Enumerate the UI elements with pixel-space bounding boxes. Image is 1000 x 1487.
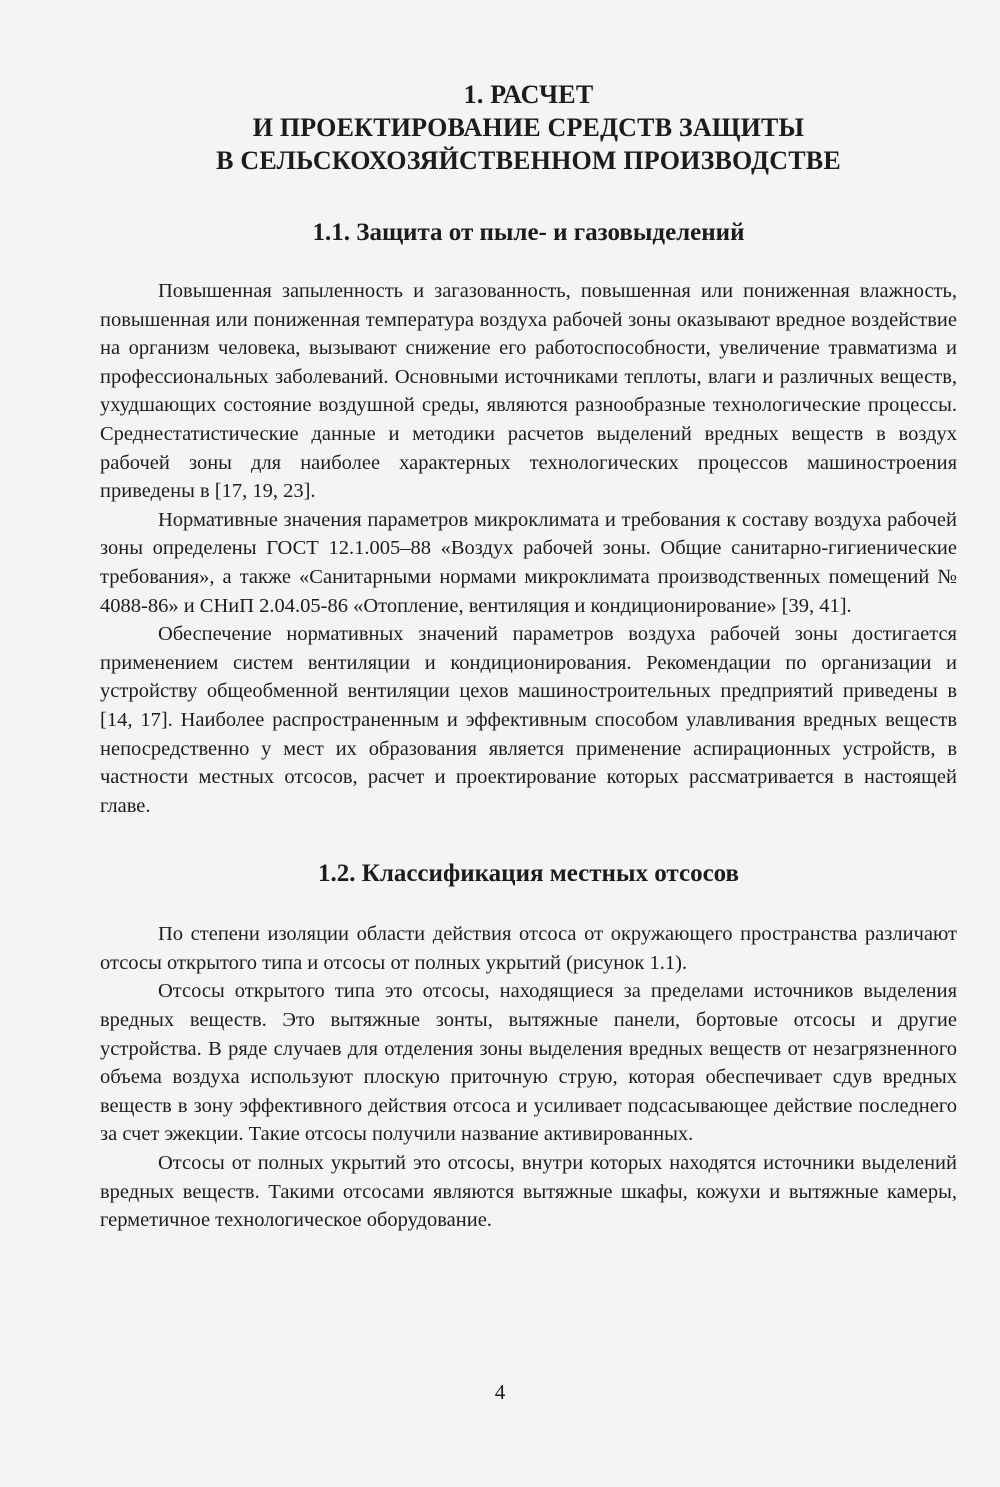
page-number: 4 <box>494 1380 506 1404</box>
chapter-title-line: В СЕЛЬСКОХОЗЯЙСТВЕННОМ ПРОИЗВОДСТВЕ <box>216 146 841 175</box>
paragraph: Обеспечение нормативных значений параметров воздуха рабочей зоны достигается применением систем вентиляции и кондиционирования. Рекомендации по организации и устройству общеобменной вентиляции цехов машиностроительных предприятий приведены в [14, 17]. Наиболее распространенным и эффективным способом улавливания вредных веществ непосредственно у мест их образования является применение аспирационных устройств, в частности местных отсосов, расчет и проектирование которых рассматривается в настоящей главе. <box>100 623 957 817</box>
chapter-title-line: И ПРОЕКТИРОВАНИЕ СРЕДСТВ ЗАЩИТЫ <box>252 113 805 142</box>
section-title: 1.1. Защита от пыле- и газовыделений <box>312 219 745 246</box>
paragraph: Отсосы открытого типа это отсосы, находящиеся за пределами источников выделения вредных веществ. Это вытяжные зонты, вытяжные панели, бортовые отсосы и другие устройства. В ряде случаев для отделения зоны выделения вредных веществ от незагрязненного объема воздуха используют плоскую приточную струю, которая обеспечивает сдув вредных веществ в зону эффективного действия отсоса и усиливает подсасывающее действие последнего за счет эжекции. Такие отсосы получили название активированных. <box>100 980 957 1146</box>
chapter-title-line: 1. РАСЧЕТ <box>463 80 594 109</box>
chapter-title <box>100 78 957 177</box>
paragraph: Нормативные значения параметров микроклимата и требования к составу воздуха рабочей зоны определены ГОСТ 12.1.005–88 «Воздух рабочей зоны. Общие санитарно-гигиенические требования», а также «Санитарными нормами микроклимата производственных помещений № 4088-86» и СНиП 2.04.05-86 «Отопление, вентиляция и кондиционирование» [39, 41]. <box>100 508 957 617</box>
paragraph: Отсосы от полных укрытий это отсосы, внутри которых находятся источники выделений вредных веществ. Такими отсосами являются вытяжные шкафы, кожухи и вытяжные камеры, герметичное технологическое оборудование. <box>100 1152 957 1232</box>
paragraph: Повышенная запыленность и загазованность, повышенная или пониженная влажность, повышенная или пониженная температура воздуха рабочей зоны оказывают вредное воздействие на организм человека, вызывают снижение его работоспособности, увеличение травматизма и профессиональных заболеваний. Основными источниками теплоты, влаги и различных веществ, ухудшающих состояние воздушной среды, являются разнообразные технологические процессы. Среднестатистические данные и методики расчетов выделений вредных веществ в воздух рабочей зоны для наиболее характерных технологических процессов машиностроения приведены в [17, 19, 23]. <box>100 280 957 503</box>
section-title: 1.2. Классификация местных отсосов <box>317 860 740 888</box>
paragraph: По степени изоляции области действия отсоса от окружающего пространства различают отсосы открытого типа и отсосы от полных укрытий (рисунок 1.1). <box>100 923 957 974</box>
